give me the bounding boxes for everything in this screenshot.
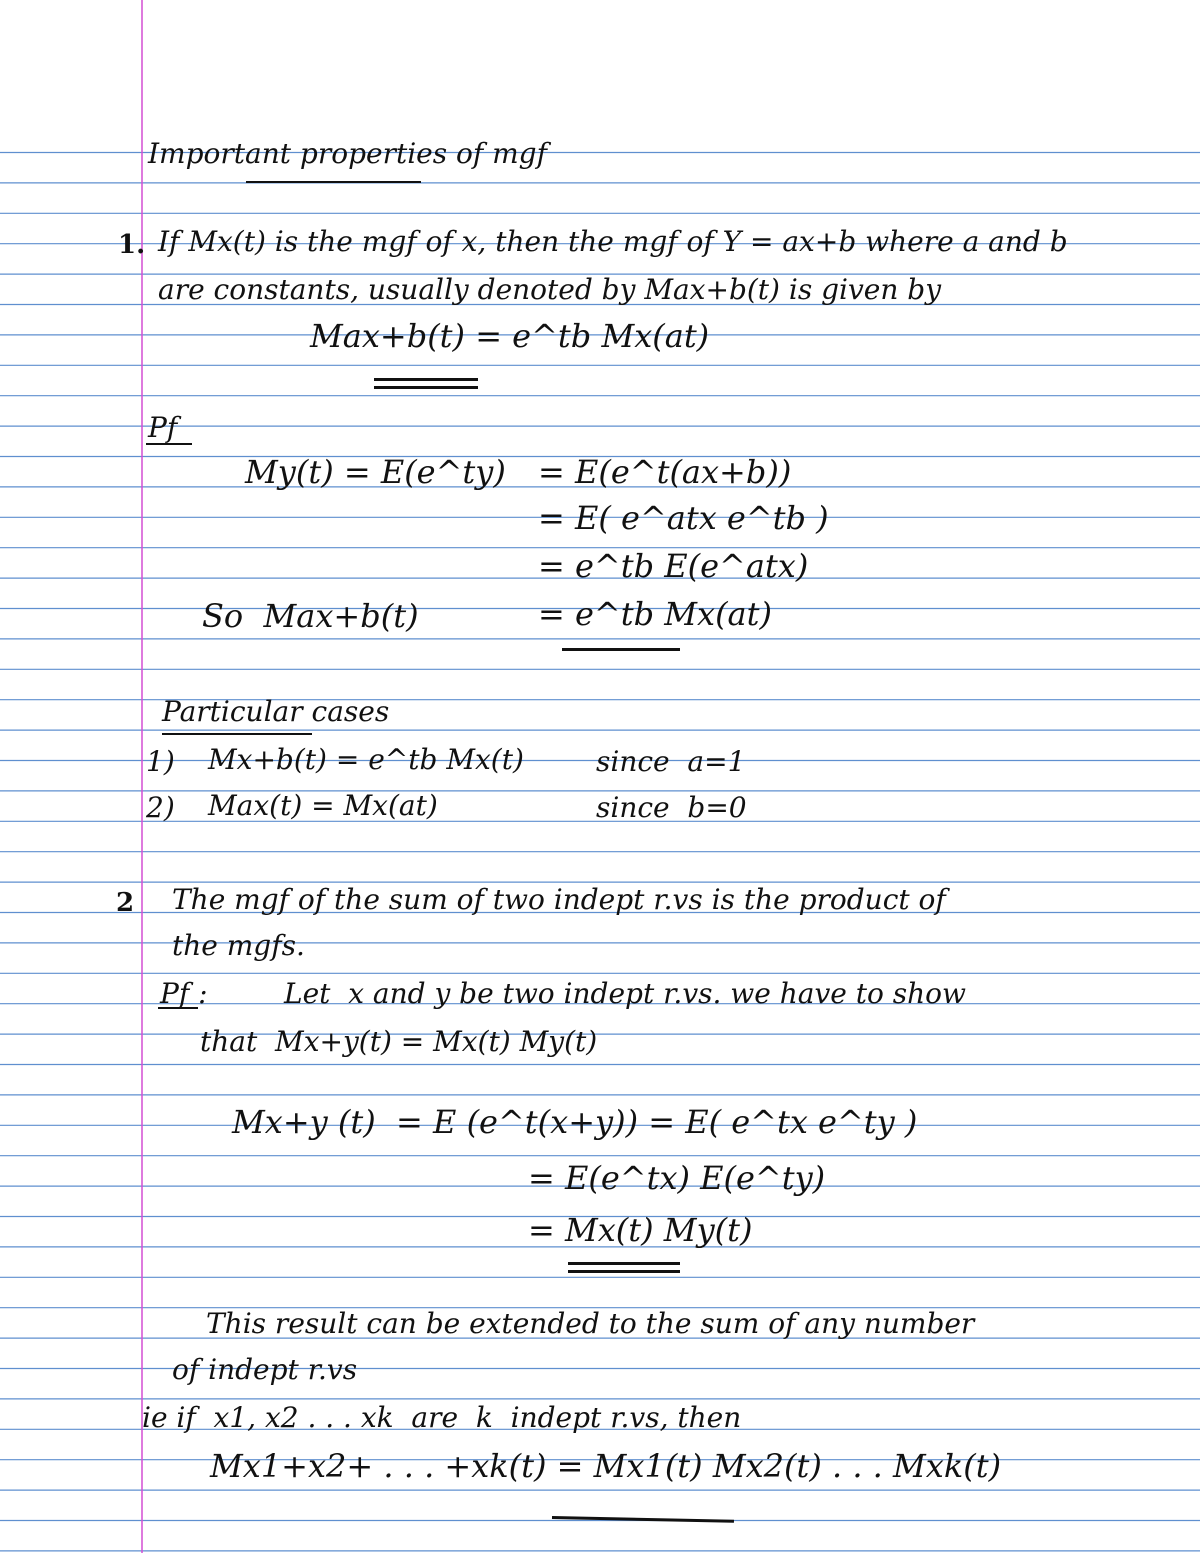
proof-2-step-2: = E(e^tx) E(e^ty) — [528, 1159, 826, 1197]
property-2-line-2: the mgfs. — [172, 929, 305, 962]
extension-line-2: of indept r.vs — [172, 1353, 358, 1386]
property-2-line-1: The mgf of the sum of two indept r.vs is the product of — [172, 883, 946, 916]
case-1-formula: Mx+b(t) = e^tb Mx(t) — [208, 743, 524, 776]
result-double-underline-bottom — [374, 386, 478, 389]
proof-1-so-label: So Max+b(t) — [202, 597, 419, 635]
proof-2-show-that: that Mx+y(t) = Mx(t) My(t) — [200, 1025, 598, 1058]
case-2-condition: since b=0 — [596, 791, 747, 824]
proof-2-label-underline — [158, 1007, 198, 1009]
case-1-label: 1) — [146, 745, 175, 778]
case-1-condition: since a=1 — [596, 745, 746, 778]
proof-1-label: Pf — [148, 411, 178, 444]
page-heading: Important properties of mgf — [148, 137, 547, 170]
proof-2-double-underline-bottom — [568, 1270, 680, 1273]
property-1-line-2: are constants, usually denoted by Max+b(t) is given by — [158, 273, 942, 306]
proof-2-intro: Let x and y be two indept r.vs. we have to show — [284, 977, 966, 1010]
proof-2-step-3: = Mx(t) My(t) — [528, 1211, 753, 1249]
proof-1-so-value: = e^tb Mx(at) — [538, 595, 772, 633]
extension-line-1: This result can be extended to the sum of any number — [206, 1307, 975, 1340]
proof-1-conclusion-underline — [562, 648, 680, 651]
property-2-number: 2 — [116, 888, 135, 918]
particular-cases-title: Particular cases — [162, 695, 390, 728]
proof-1-step-3: = E( e^atx e^tb ) — [538, 499, 829, 537]
proof-1-step-4: = e^tb E(e^atx) — [538, 547, 809, 585]
proof-1-label-underline — [146, 443, 192, 445]
case-2-formula: Max(t) = Mx(at) — [208, 789, 438, 822]
heading-underline — [246, 181, 421, 183]
proof-2-double-underline-top — [568, 1262, 680, 1265]
proof-1-step-1: My(t) = E(e^ty) — [245, 453, 506, 491]
proof-2-step-1: Mx+y (t) = E (e^t(x+y)) = E( e^tx e^ty ) — [232, 1103, 918, 1141]
case-2-label: 2) — [146, 791, 175, 824]
proof-2-label: Pf : — [160, 977, 208, 1010]
extension-result: Mx1+x2+ . . . +xk(t) = Mx1(t) Mx2(t) . . . Mxk(t) — [210, 1447, 1002, 1485]
property-1-result: Max+b(t) = e^tb Mx(at) — [310, 317, 710, 355]
property-1-line-1: If Mx(t) is the mgf of x, then the mgf of Y = ax+b where a and b — [158, 225, 1068, 258]
property-1-number: 1. — [118, 230, 146, 260]
particular-cases-underline — [162, 733, 312, 735]
result-double-underline-top — [374, 378, 478, 381]
extension-line-3: ie if x1, x2 . . . xk are k indept r.vs, then — [142, 1401, 742, 1434]
proof-1-step-2: = E(e^t(ax+b)) — [538, 453, 792, 491]
